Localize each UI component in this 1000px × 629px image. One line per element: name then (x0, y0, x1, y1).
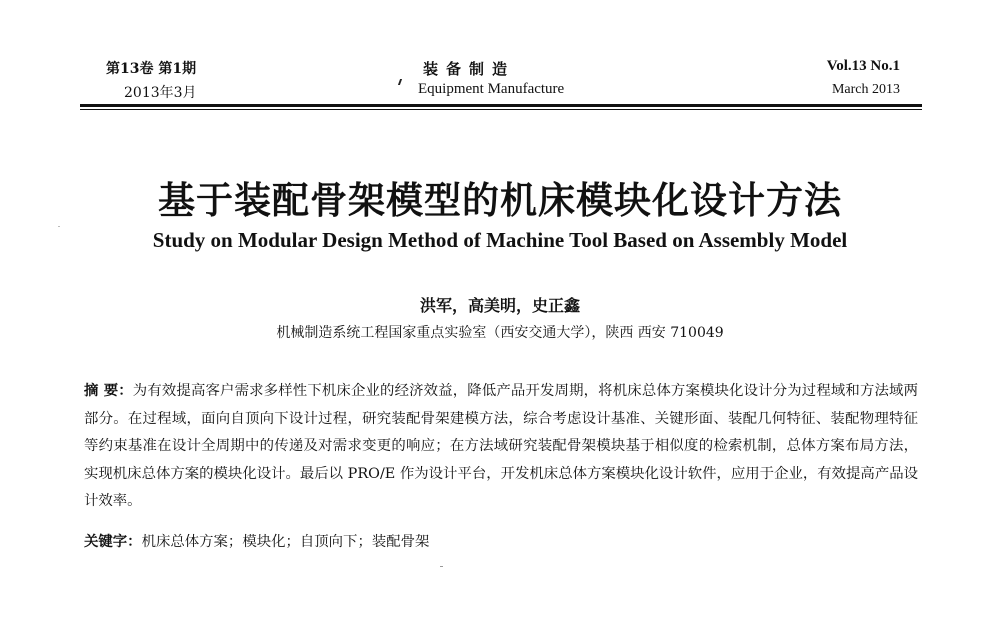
header-journal-zh: 装备制造 (423, 60, 516, 78)
header-tick-mark (398, 79, 402, 85)
keywords (84, 530, 429, 551)
keywords-text: 机床总体方案；模块化；自顶向下；装配骨架 (141, 534, 430, 550)
title-en: Study on Modular Design Method of Machine Tool Based on Assembly Model (152, 228, 848, 252)
abstract (84, 378, 918, 516)
header-volume-issue-en: Vol.13 No.1 (826, 58, 900, 74)
header-date-en: March 2013 (831, 82, 900, 97)
header-volume-issue: 第13卷 第1期 (106, 61, 197, 77)
header-journal-en: Equipment Manufacture (418, 81, 565, 97)
keywords-label: 关键字： (84, 534, 142, 550)
affiliation: 机械制造系统工程国家重点实验室（西安交通大学），陕西 西安 710049 (276, 325, 724, 341)
title-zh: 基于装配骨架模型的机床模块化设计方法 (158, 179, 842, 222)
abstract-text: 为有效提高客户需求多样性下机床企业的经济效益，降低产品开发周期，将机床总体方案模块化设计分为过程域和方法域两部分。在过程域，面向自顶向下设计过程，研究装配骨架建模方法，综合考虑设计基准、关键形面、装配几何特征、装配物理特征等约束基准在设计全周期中的传递及对需求变更的响应；在方法域研究装配骨架模块基于相似度的检索机制，总体方案布局方法，实现机床总体方案的模块化设计。最后以 PRO/E 作为设计平台，开发机床总体方案模块化设计软件，应用于企业，有效提高产品设计效率。 (84, 383, 918, 509)
header-rule-thin (80, 109, 922, 110)
header-rule-thick (80, 104, 922, 107)
abstract-label: 摘 要： (84, 383, 133, 399)
header-date-zh: 2013年3月 (124, 85, 197, 101)
scan-dot (440, 566, 443, 567)
authors: 洪军，高美明，史正鑫 (419, 296, 580, 315)
scan-speck (58, 226, 60, 227)
